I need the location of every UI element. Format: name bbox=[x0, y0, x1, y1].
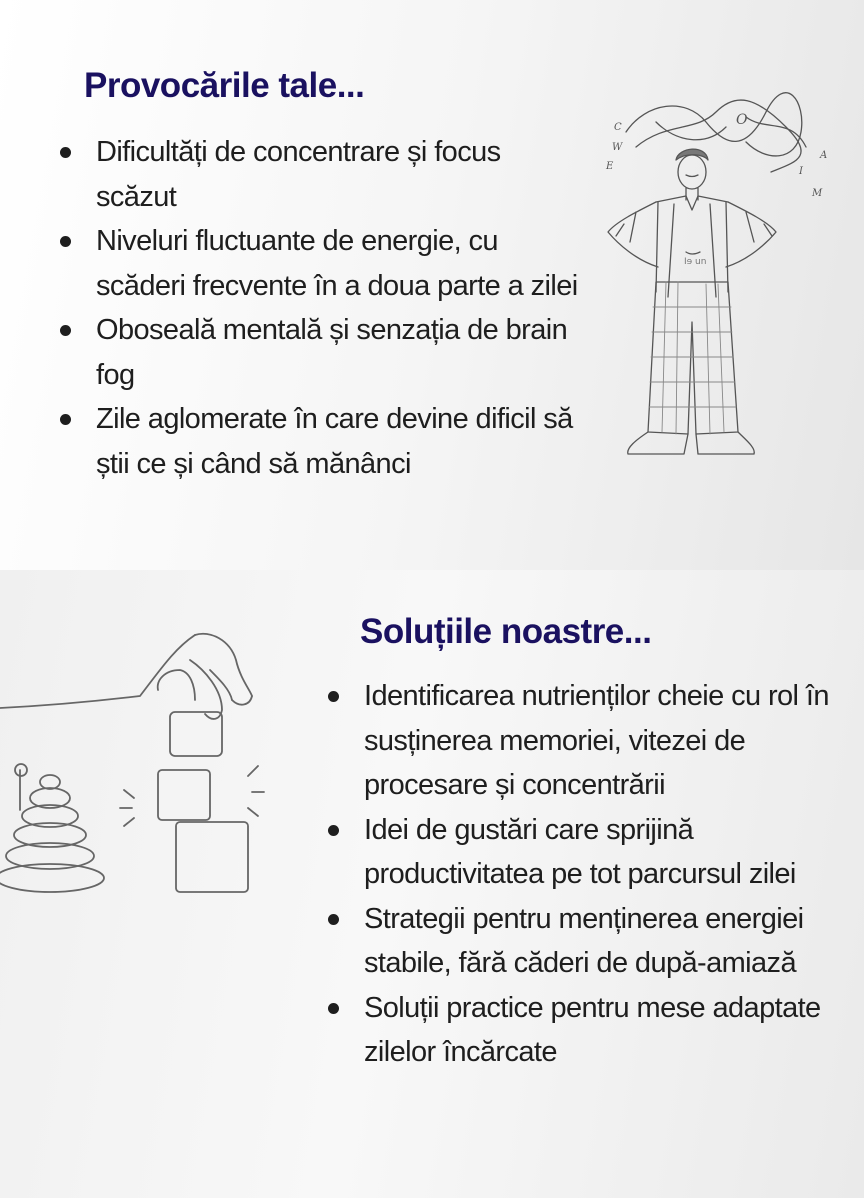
list-item: Niveluri fluctuante de energie, cu scăderi frecvente în a doua parte a zilei bbox=[58, 219, 588, 308]
svg-text:C: C bbox=[614, 122, 622, 133]
thinking-man-illustration bbox=[596, 92, 836, 464]
list-item: Dificultăți de concentrare și focus scăzut bbox=[58, 130, 588, 219]
challenges-section bbox=[0, 0, 864, 570]
list-item: Idei de gustări care sprijină productivitatea pe tot parcursul zilei bbox=[326, 808, 846, 897]
list-item: Soluții practice pentru mese adaptate zilelor încărcate bbox=[326, 986, 846, 1075]
list-item: Strategii pentru menținerea energiei stabile, fără căderi de după-amiază bbox=[326, 897, 846, 986]
list-item: Oboseală mentală și senzația de brain fog bbox=[58, 308, 588, 397]
svg-text:E: E bbox=[606, 161, 614, 172]
list-item: Identificarea nutrienților cheie cu rol în susținerea memoriei, vitezei de procesare și concentrării bbox=[326, 674, 846, 808]
svg-text:A: A bbox=[820, 150, 828, 161]
svg-text:O: O bbox=[736, 112, 748, 128]
challenges-title: Provocările tale... bbox=[84, 66, 365, 105]
svg-text:Iɘ un: Iɘ un bbox=[684, 257, 707, 267]
solutions-title: Soluțiile noastre... bbox=[360, 612, 652, 651]
list-item: Zile aglomerate în care devine dificil să știi ce și când să mănânci bbox=[58, 397, 588, 486]
floating-letters bbox=[605, 112, 827, 199]
svg-text:M: M bbox=[812, 188, 823, 199]
stacking-blocks-illustration bbox=[0, 630, 270, 900]
svg-text:I: I bbox=[799, 166, 803, 177]
svg-text:W: W bbox=[612, 142, 623, 153]
solutions-list bbox=[326, 674, 846, 1075]
challenges-list bbox=[58, 130, 588, 486]
